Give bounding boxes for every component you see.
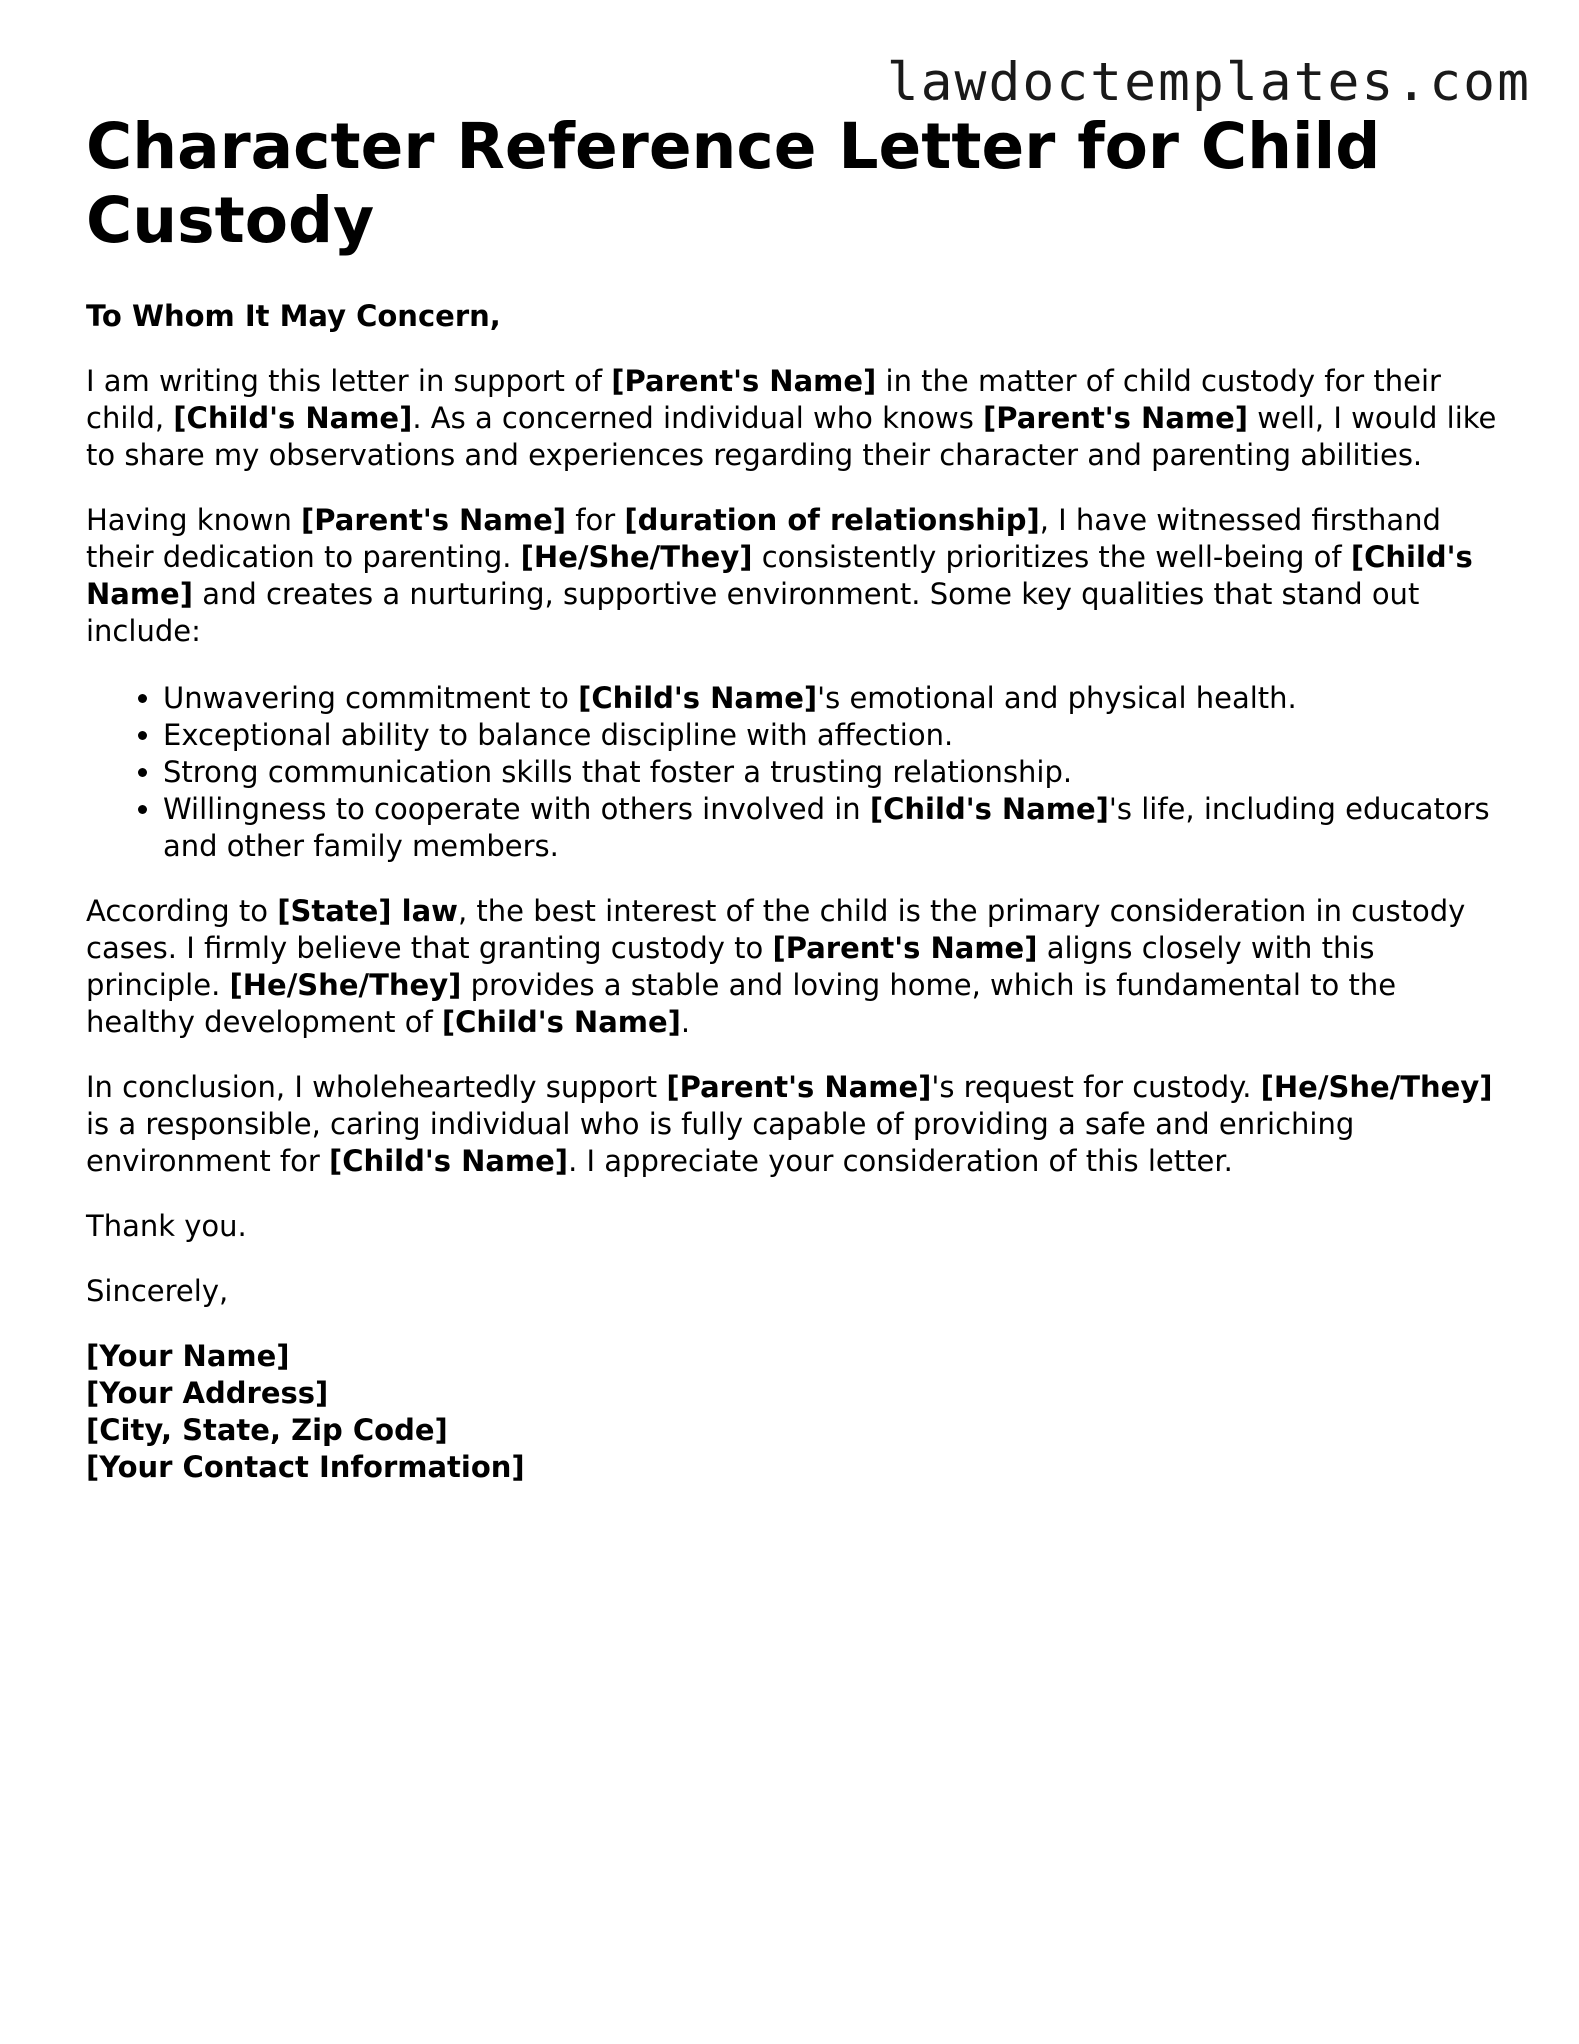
text-segment: and creates a nurturing, supportive environment. Some key qualities that stand out include: [86, 577, 1420, 648]
text-segment: Strong communication skills that foster a trusting relationship. [163, 755, 1073, 789]
text-segment: in the matter of child custody for their child, [86, 364, 1441, 435]
text-segment: . I appreciate your consideration of this letter. [568, 1144, 1233, 1178]
placeholder-parent-name: [Parent's Name] [301, 503, 567, 537]
text-segment: 's life, including educators and other family members. [163, 792, 1490, 863]
placeholder-state-law: [State] law [277, 894, 458, 928]
thanks-line: Thank you. [86, 1209, 247, 1243]
placeholder-pronoun: [He/She/They] [229, 968, 462, 1002]
placeholder-child-name: [Child's Name] [86, 540, 1473, 611]
site-watermark: lawdoctemplates.com [886, 52, 1531, 113]
list-item [163, 680, 1506, 717]
list-item [163, 717, 1506, 754]
text-segment: provides a stable and loving home, which is fundamental to the healthy development of [86, 968, 1397, 1039]
text-segment: I am writing this letter in support of [86, 364, 612, 398]
signature-contact: [Your Contact Information] [86, 1450, 525, 1484]
salutation: To Whom It May Concern, [86, 299, 501, 333]
placeholder-child-name: [Child's Name] [869, 792, 1109, 826]
placeholder-child-name: [Child's Name] [173, 401, 413, 435]
page-title: Character Reference Letter for Child Custody [86, 110, 1381, 257]
text-segment: In conclusion, I wholeheartedly support [86, 1070, 667, 1104]
closing-line: Sincerely, [86, 1274, 229, 1308]
letter-document [86, 110, 1506, 1486]
paragraph-relationship [86, 502, 1506, 650]
placeholder-pronoun: [He/She/They] [1260, 1070, 1493, 1104]
text-segment: Unwavering commitment to [163, 681, 579, 715]
text-segment: aligns closely with this principle. [86, 931, 1375, 1002]
placeholder-parent-name: [Parent's Name] [611, 364, 877, 398]
text-segment: , I have witnessed firsthand their dedication to parenting. [86, 503, 1441, 574]
text-segment: for [566, 503, 625, 537]
placeholder-parent-name: [Parent's Name] [983, 401, 1249, 435]
text-segment: According to [86, 894, 278, 928]
placeholder-parent-name: [Parent's Name] [772, 931, 1038, 965]
paragraph-legal [86, 893, 1506, 1041]
text-segment: consistently prioritizes the well-being of [752, 540, 1351, 574]
text-segment: 's request for custody. [931, 1070, 1261, 1104]
placeholder-child-name: [Child's Name] [441, 1005, 681, 1039]
text-segment: Exceptional ability to balance discipline with affection. [163, 718, 954, 752]
list-item [163, 791, 1506, 865]
text-segment: well, I would like to share my observations and experiences regarding their character and parenting abilities. [86, 401, 1497, 472]
placeholder-child-name: [Child's Name] [329, 1144, 569, 1178]
text-segment: Willingness to cooperate with others involved in [163, 792, 870, 826]
signature-block [86, 1338, 1506, 1486]
text-segment: is a responsible, caring individual who is fully capable of providing a safe and enriching environment for [86, 1107, 1355, 1178]
text-segment: . As a concerned individual who knows [412, 401, 984, 435]
placeholder-pronoun: [He/She/They] [520, 540, 753, 574]
text-segment: 's emotional and physical health. [817, 681, 1297, 715]
signature-city: [City, State, Zip Code] [86, 1413, 448, 1447]
text-segment: Having known [86, 503, 302, 537]
text-segment: . [680, 1005, 691, 1039]
signature-name: [Your Name] [86, 1339, 290, 1373]
placeholder-duration: [duration of relationship] [624, 503, 1040, 537]
signature-address: [Your Address] [86, 1376, 329, 1410]
paragraph-conclusion [86, 1069, 1506, 1180]
list-item [163, 754, 1506, 791]
qualities-list [86, 680, 1506, 865]
placeholder-parent-name: [Parent's Name] [666, 1070, 932, 1104]
text-segment: , the best interest of the child is the primary consideration in custody cases. I firmly believe that granting custody to [86, 894, 1466, 965]
placeholder-child-name: [Child's Name] [578, 681, 818, 715]
paragraph-intro [86, 363, 1506, 474]
